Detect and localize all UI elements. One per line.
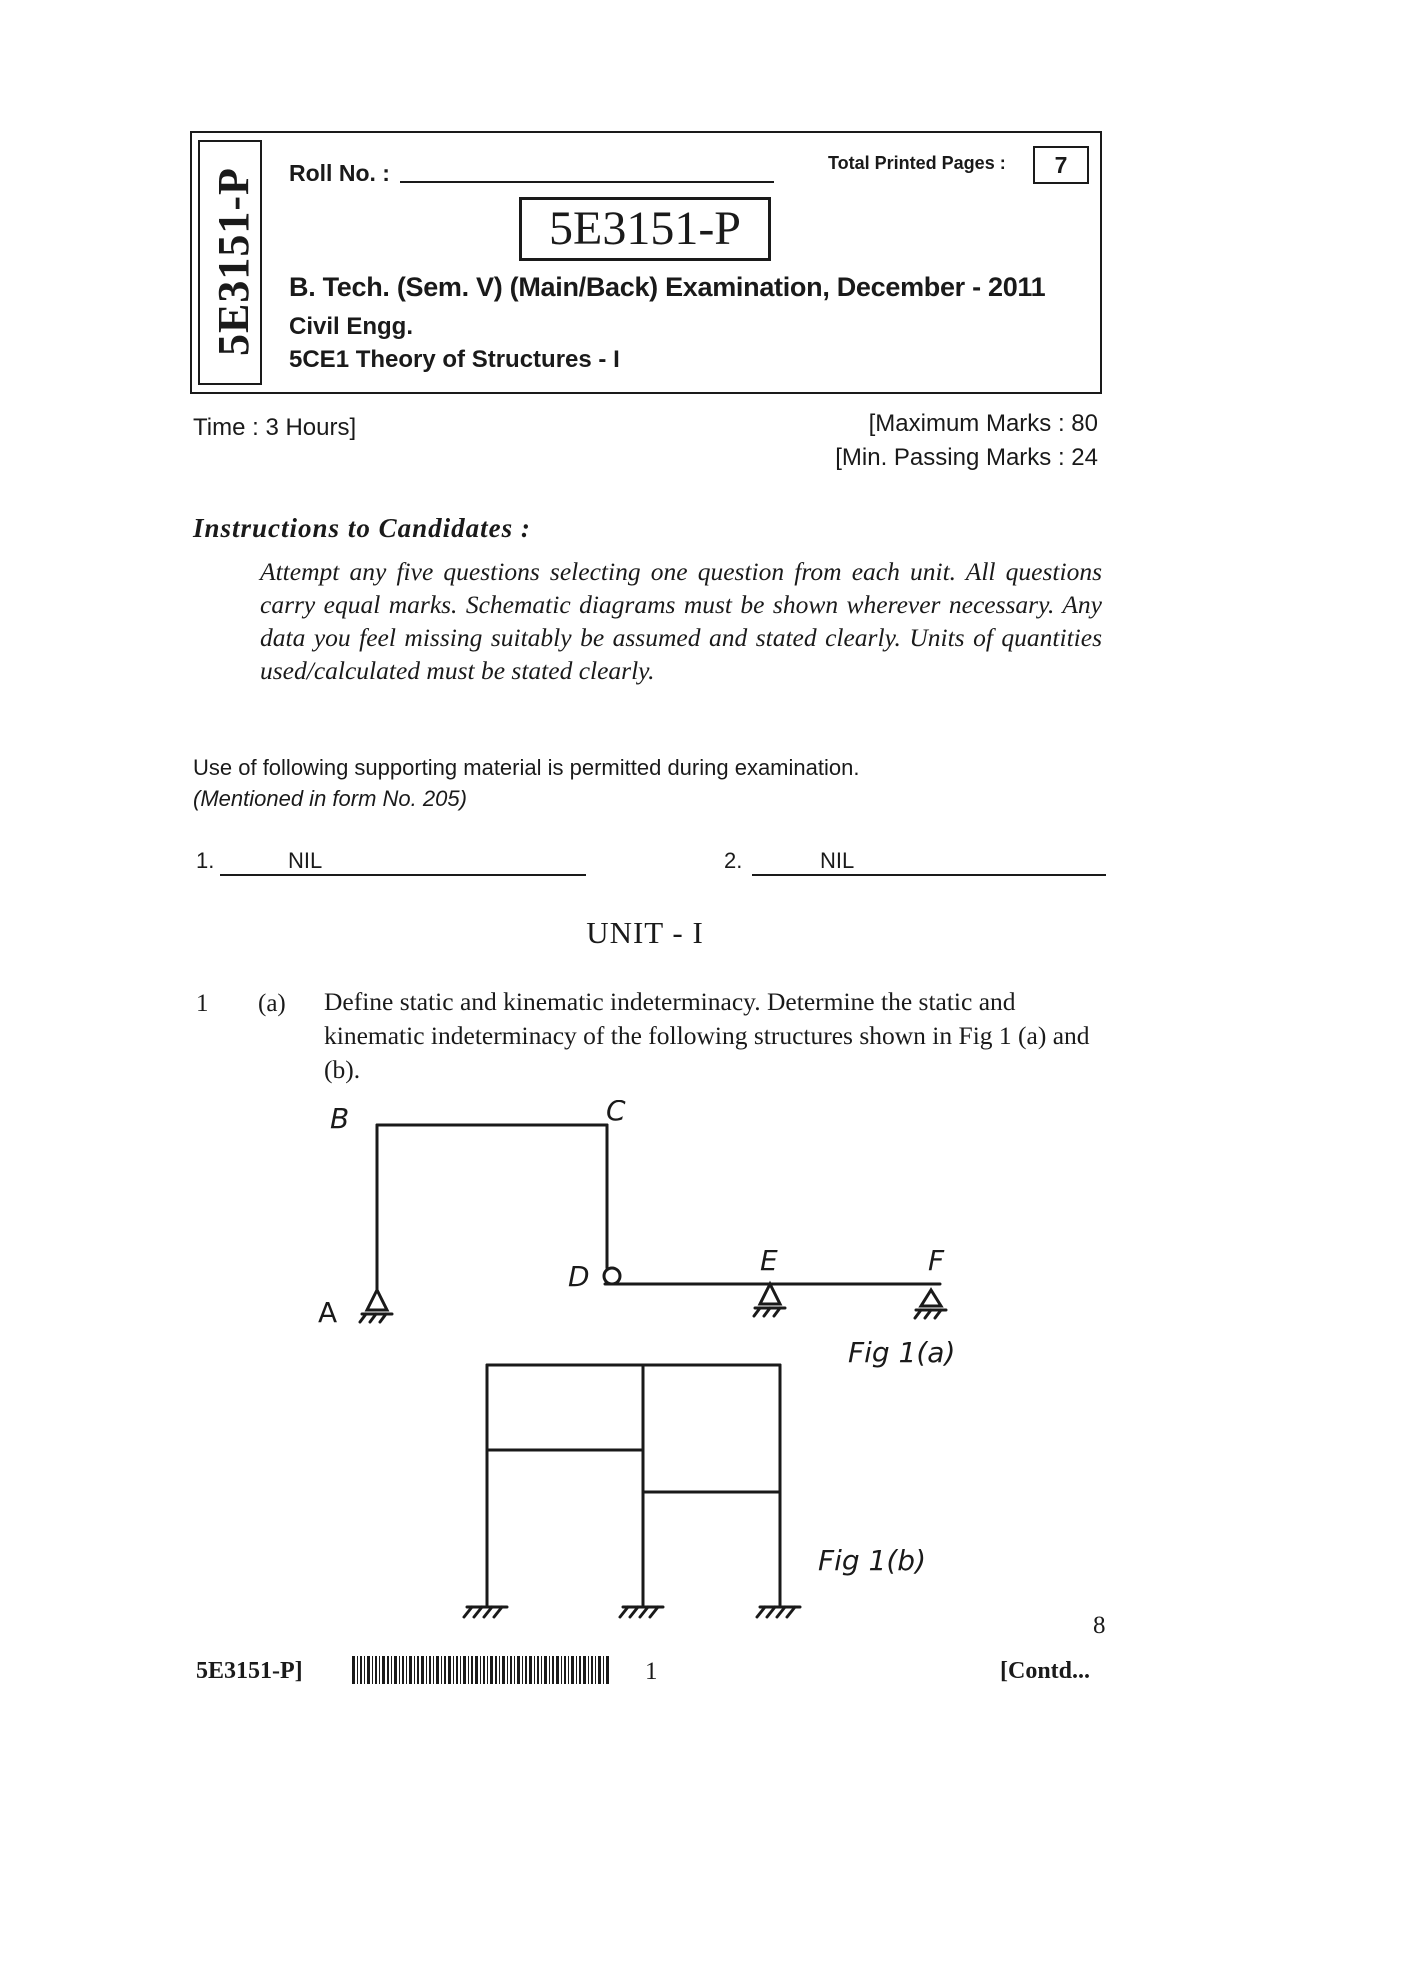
footer-paper-code: 5E3151-P] xyxy=(196,1658,303,1684)
node-label-f: F xyxy=(928,1244,945,1277)
support-item-2-number: 2. xyxy=(724,848,743,873)
question-marks: 8 xyxy=(1093,1612,1106,1639)
support-item-1-number: 1. xyxy=(196,848,215,873)
pin-support-e xyxy=(760,1284,780,1304)
branch-name: Civil Engg. xyxy=(289,313,414,340)
figure-caption-b: Fig 1(b) xyxy=(818,1544,926,1577)
support-item-1-value: NIL xyxy=(288,848,323,873)
question-text: Define static and kinematic indeterminacy. Determine the static and kinematic indeterminacy of the following structures shown in Fig 1 (a) and (b). xyxy=(324,987,1090,1084)
supporting-material-note: (Mentioned in form No. 205) xyxy=(193,786,467,811)
support-item-2-line xyxy=(752,848,1106,876)
continued-label: [Contd... xyxy=(1000,1658,1091,1684)
exam-title: B. Tech. (Sem. V) (Main/Back) Examination, December - 2011 xyxy=(289,272,1046,302)
barcode-image xyxy=(352,1656,614,1690)
node-label-e: E xyxy=(760,1244,778,1277)
figure-caption-a: Fig 1(a) xyxy=(848,1336,956,1369)
min-passing-marks: [Min. Passing Marks : 24 xyxy=(835,444,1098,471)
page-number: 1 xyxy=(645,1658,658,1685)
maximum-marks: [Maximum Marks : 80 xyxy=(868,410,1098,437)
node-label-d: D xyxy=(568,1260,590,1293)
instructions-title: Instructions to Candidates : xyxy=(193,513,531,543)
side-code-text: 5E3151-P xyxy=(209,167,258,356)
paper-code: 5E3151-P xyxy=(519,197,771,261)
supporting-material-line: Use of following supporting material is permitted during examination. xyxy=(193,755,860,780)
roller-support-f xyxy=(921,1290,941,1306)
roll-number-label: Roll No. : xyxy=(289,160,390,186)
node-label-b: B xyxy=(330,1102,350,1135)
structure-figure xyxy=(300,1100,1020,1640)
instructions-body: Attempt any five questions selecting one question from each unit. All questions carry equal marks. Schematic diagrams must be shown wherever necessary. Any data you feel missing suitably be assumed and stated clearly. Units of quantities used/calculated must be stated clearly. xyxy=(260,557,1102,685)
pin-support-a xyxy=(367,1290,387,1310)
total-pages-value: 7 xyxy=(1033,146,1089,184)
roll-number-field[interactable] xyxy=(400,181,774,183)
node-label-a: A xyxy=(318,1296,338,1329)
question-number: 1 xyxy=(196,990,209,1017)
support-item-2-value: NIL xyxy=(820,848,855,873)
hinge-d xyxy=(604,1268,620,1284)
unit-title: UNIT - I xyxy=(586,915,704,950)
subject-name: 5CE1 Theory of Structures - I xyxy=(289,346,620,373)
node-label-c: C xyxy=(606,1100,626,1127)
time-duration: Time : 3 Hours] xyxy=(193,414,357,441)
question-part: (a) xyxy=(258,990,286,1017)
support-item-1-line xyxy=(220,848,586,876)
total-pages-label: Total Printed Pages : xyxy=(828,153,1006,173)
